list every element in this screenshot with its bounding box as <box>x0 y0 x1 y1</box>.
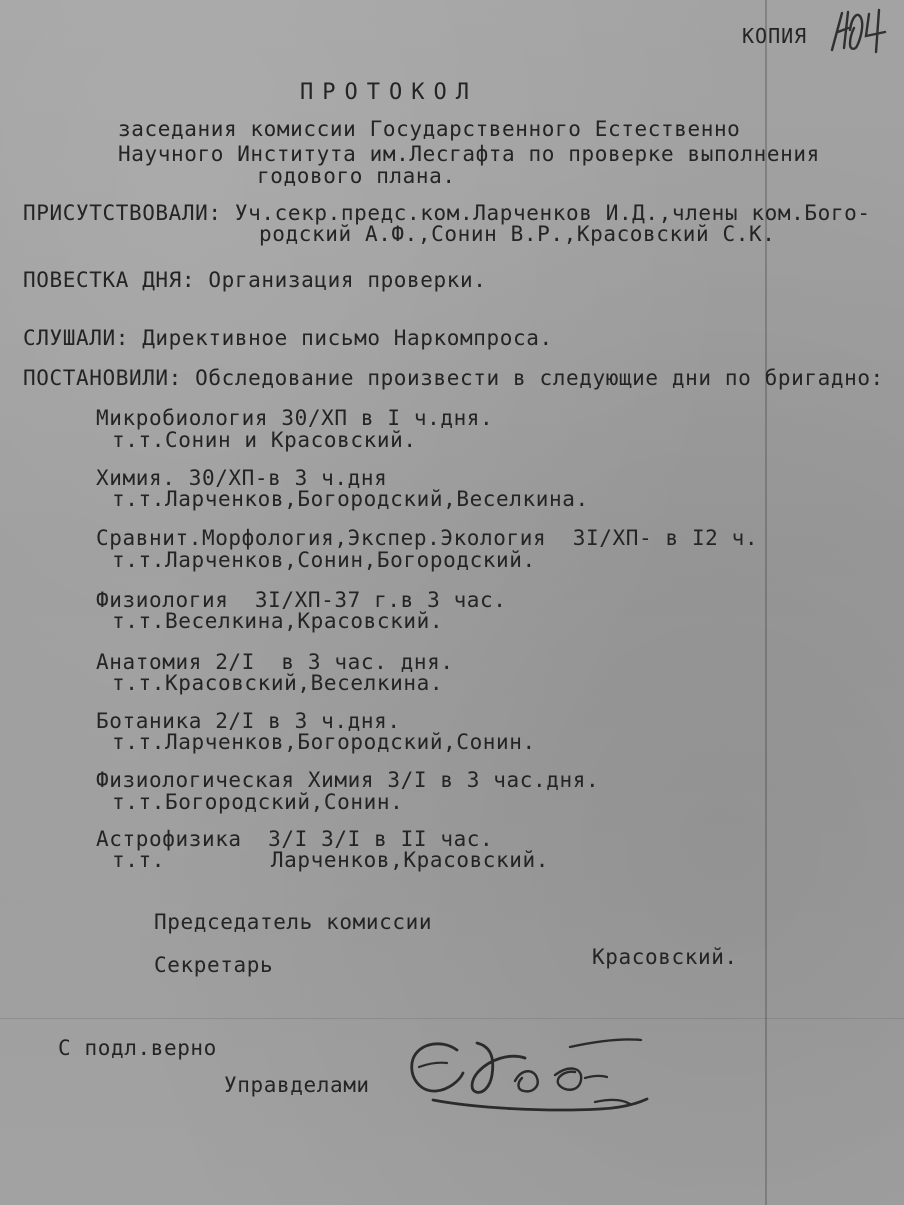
item-members: т.т.Богородский,Сонин. <box>112 790 404 814</box>
present-line-2: родский А.Ф.,Сонин В.Р.,Красовский С.К. <box>259 222 776 246</box>
agenda-line: ПОВЕСТКА ДНЯ: Организация проверки. <box>23 268 487 292</box>
resolved-line: ПОСТАНОВИЛИ: Обследование произвести в следующие дни по бригадно: <box>23 366 884 390</box>
item-members: т.т.Ларченков,Богородский,Сонин. <box>112 730 536 754</box>
heard-line: СЛУШАЛИ: Директивное письмо Наркомпроса. <box>23 326 553 350</box>
item-members: т.т.Веселкина,Красовский. <box>112 609 444 633</box>
intro-line-3: годового плана. <box>257 164 456 188</box>
secretary-label: Секретарь <box>154 953 274 977</box>
item-subject: Астрофизика 3/I 3/I в II час. <box>96 827 494 851</box>
item-members: т.т.Ларченков,Сонин,Богородский. <box>112 548 536 572</box>
item-subject: Химия. 30/ХП-в 3 ч.дня <box>96 466 388 490</box>
item-subject: Сравнит.Морфология,Экспер.Экология 3I/ХП- в I2 ч. <box>96 526 759 550</box>
item-subject: Ботаника 2/I в 3 ч.дня. <box>96 709 401 733</box>
item-members: т.т.Красовский,Веселкина. <box>112 671 444 695</box>
intro-line-2: Научного Института им.Лесгафта по проверке выполнения <box>118 142 820 166</box>
intro-line-1: заседания комиссии Государственного Естественно <box>118 117 741 141</box>
document-title: ПРОТОКОЛ <box>300 80 478 105</box>
item-subject: Микробиология 30/ХП в I ч.дня. <box>96 406 494 430</box>
item-members: т.т. Ларченков,Красовский. <box>112 848 550 872</box>
verified-note: С подл.верно <box>58 1036 217 1060</box>
item-subject: Физиологическая Химия 3/I в 3 час.дня. <box>96 768 600 792</box>
handwritten-page-number <box>826 6 896 54</box>
handwritten-signature <box>405 1020 655 1120</box>
fold-crease-vertical <box>765 0 767 1205</box>
chairman-label: Председатель комиссии <box>154 910 433 934</box>
fold-crease-horizontal <box>0 1018 904 1019</box>
item-subject: Анатомия 2/I в 3 час. дня. <box>96 650 454 674</box>
present-line-1: ПРИСУТСТВОВАЛИ: Уч.секр.предс.ком.Ларченков И.Д.,члены ком.Бого- <box>23 201 871 225</box>
secretary-name: Красовский. <box>592 945 738 969</box>
item-members: т.т.Ларченков,Богородский,Веселкина. <box>112 487 589 511</box>
item-subject: Физиология 3I/ХП-37 г.в 3 час. <box>96 588 507 612</box>
manager-label: Управделами <box>224 1073 370 1097</box>
copy-mark: КОПИЯ <box>742 24 808 48</box>
item-members: т.т.Сонин и Красовский. <box>112 428 417 452</box>
